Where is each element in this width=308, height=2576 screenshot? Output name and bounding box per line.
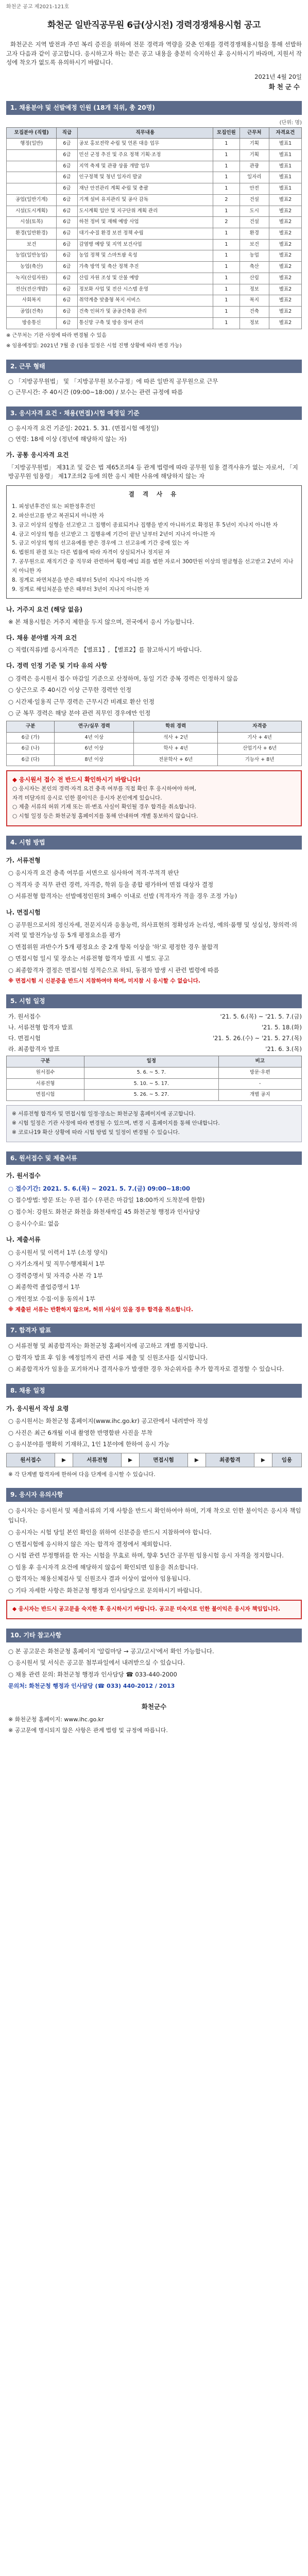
position-cell: 정보: [239, 284, 269, 295]
col-requirement: 자격요건: [269, 127, 301, 139]
position-cell: 인구정책 및 청년 일자리 발굴: [77, 172, 213, 183]
position-row: [7, 273, 302, 284]
position-cell: 별표1: [269, 172, 301, 183]
position-cell: 시설(토목): [7, 217, 57, 228]
career-item: ○ 군 복무 경력은 해당 분야 관련 직무인 경우에만 인정: [8, 709, 151, 717]
position-cell: 6급: [57, 161, 77, 172]
section-5-title: 5. 시험 일정: [6, 994, 302, 1008]
reference-item: ○ 채용 관련 문의: 화천군청 행정과 인사담당 ☎ 033-440-2000: [8, 1670, 177, 1678]
process-step: 면접시험: [139, 1453, 187, 1467]
position-cell: 방송통신: [7, 317, 57, 329]
caution-item: ○ 시험 관련 부정행위를 한 자는 시험을 무효로 하며, 향후 5년간 공무원 임용시험 응시 자격을 정지합니다.: [8, 1552, 284, 1560]
interview-note: ※ 면접시험 시 신분증을 반드시 지참하여야 하며, 미지참 시 응시할 수 없습니다.: [8, 978, 200, 985]
position-cell: 별표1: [269, 183, 301, 195]
field-requirements-text: ○ 직렬(직류)별 응시자격은 【별표1】, 【별표2】를 참고하시기 바랍니다.: [8, 646, 202, 654]
col-grade: 직급: [57, 127, 77, 139]
position-cell: 별표2: [269, 307, 301, 318]
section-4-title: 4. 시험 방법: [6, 836, 302, 850]
position-row: [7, 284, 302, 295]
arrow-icon: ▶: [122, 1453, 140, 1467]
disqualification-item: 2. 파산선고를 받고 복권되지 아니한 자: [12, 512, 104, 519]
position-cell: 환경: [239, 228, 269, 240]
schedule-grid-row: [7, 1078, 302, 1090]
process-step: 임용: [272, 1453, 301, 1467]
position-cell: 별표1: [269, 150, 301, 161]
position-cell: 6급: [57, 317, 77, 329]
process-step: 서류전형: [73, 1453, 121, 1467]
position-cell: 기획: [239, 150, 269, 161]
position-cell: 별표1: [269, 139, 301, 150]
document-item: ○ 최종학력 졸업증명서 1부: [8, 1283, 80, 1291]
disqualification-item: 9. 징계로 해임처분을 받은 때부터 3년이 지나지 아니한 자: [12, 586, 149, 592]
schedule-row: [8, 1045, 302, 1054]
arrow-icon: ▶: [55, 1453, 73, 1467]
position-cell: 1: [213, 150, 240, 161]
career-item: ○ 상근으로 주 40시간 이상 근무한 경력만 인정: [8, 686, 132, 694]
disqualification-item: 6. 법원의 판결 또는 다른 법률에 따라 자격이 상실되거나 정지된 자: [12, 549, 170, 556]
caution-item: ○ 면접시험에 응시하지 않은 자는 합격자 결정에서 제외합니다.: [8, 1540, 172, 1548]
schedule-note: ※ 시험 일정은 기관 사정에 따라 변경될 수 있으며, 변경 시 홈페이지를 통해 안내합니다.: [12, 1120, 220, 1127]
position-cell: 6급: [57, 139, 77, 150]
position-cell: 별표2: [269, 262, 301, 273]
eligibility-item: ○ 응시자격 요건 기준일: 2021. 5. 31. (면접시험 예정일): [8, 425, 159, 432]
schedule-label: 가. 원서접수: [8, 1013, 41, 1021]
schedule-cell: 개별 공지: [218, 1090, 301, 1101]
position-cell: 1: [213, 307, 240, 318]
position-cell: 공보 홍보전략 수립 및 언론 대응 업무: [77, 139, 213, 150]
position-cell: 1: [213, 139, 240, 150]
schedule-date: '21. 6. 3.(목): [265, 1045, 302, 1053]
screening-item: ○ 응시자격 요건 충족 여부를 서면으로 심사하여 적격·부적격 판단: [8, 869, 179, 877]
schedule-date: '21. 5. 6.(목) ~ '21. 5. 7.(금): [220, 1013, 302, 1021]
caution-highlight: [6, 1600, 302, 1619]
positions-note-1: ※ 근무처는 기관 사정에 따라 변경될 수 있음: [6, 332, 107, 338]
position-cell: 정보화 사업 및 전산 시스템 운영: [77, 284, 213, 295]
schedule-grid-row: [7, 1067, 302, 1079]
schedule-cell: 면접시험: [7, 1090, 84, 1101]
position-row: [7, 172, 302, 183]
schedule-cell: 서류전형: [7, 1078, 84, 1090]
career-cell: 기사 + 4년: [218, 732, 302, 743]
position-cell: 복지: [239, 295, 269, 307]
schedule-cell: 5. 26. ~ 5. 27.: [84, 1090, 218, 1101]
schedule-grid-body: [7, 1067, 302, 1101]
position-cell: 산림 자원 조성 및 산불 예방: [77, 273, 213, 284]
process-note: ※ 각 단계별 합격자에 한하여 다음 단계에 응시할 수 있습니다.: [8, 1471, 156, 1478]
schedule-cell: 5. 6. ~ 5. 7.: [84, 1067, 218, 1079]
disqualification-item: 8. 징계로 파면처분을 받은 때부터 5년이 지나지 아니한 자: [12, 577, 149, 583]
application-item: ○ 접수기간: 2021. 5. 6.(목) ~ 2021. 5. 7.(금) 09:00~18:00: [8, 1184, 191, 1192]
disqualification-title: 결 격 사 유: [128, 490, 180, 498]
career-cell: 6년 이상: [55, 743, 134, 755]
position-cell: 별표2: [269, 228, 301, 240]
career-cell: 6급 (나): [7, 743, 55, 755]
position-cell: 축산: [239, 262, 269, 273]
col-count: 모집인원: [213, 127, 240, 139]
documents-title: 나. 제출서류: [6, 1236, 41, 1244]
position-cell: 1: [213, 183, 240, 195]
positions-note-2: ※ 임용예정일: 2021년 7월 중 (임용 일정은 시험 진행 상황에 따라 변경 가능): [6, 343, 182, 349]
common-requirements-text: 「지방공무원법」 제31조 및 같은 법 제65조의4 등 관계 법령에 따라 공무원 임용 결격사유가 없는 자로서, 「지방공무원 임용령」 제17조의2 등에 의한 응시 제한 사유에 해당하지 않는 자: [8, 463, 298, 480]
warning-line: ○ 시험 일정 등은 화천군청 홈페이지를 통해 안내하며 개별 통보하지 않습니다.: [12, 813, 198, 820]
position-cell: 공업(건축): [7, 307, 57, 318]
position-cell: 1: [213, 161, 240, 172]
position-cell: [7, 161, 57, 172]
interview-item: ○ 최종합격자 결정은 면접시험 성적순으로 하되, 동점자 발생 시 관련 법령에 따름: [8, 966, 219, 974]
position-cell: 6급: [57, 172, 77, 183]
screening-item: ○ 서류전형 합격자는 선발예정인원의 3배수 이내로 선발 (적격자가 적을 경우 조정 가능): [8, 892, 237, 900]
schedule-col: 일정: [84, 1056, 218, 1067]
screening-item: ○ 적격자 중 직무 관련 경력, 자격증, 학위 등을 종합 평가하여 면접 대상자 결정: [8, 880, 214, 888]
position-cell: 별표2: [269, 295, 301, 307]
document-item: ○ 개인정보 수집·이용 동의서 1부: [8, 1295, 95, 1302]
position-cell: 산림: [239, 273, 269, 284]
position-cell: 보건: [7, 239, 57, 250]
application-item: ○ 응시수수료: 없음: [8, 1219, 59, 1227]
career-row: [7, 743, 302, 755]
section-10-title: 10. 기타 참고사항: [6, 1629, 302, 1642]
position-cell: 6급: [57, 194, 77, 206]
reference-item: ○ 응시원서 및 서식은 공고문 첨부파일에서 내려받으실 수 있습니다.: [8, 1659, 185, 1667]
position-cell: 감염병 예방 및 지역 보건사업: [77, 239, 213, 250]
position-cell: 하천 정비 및 재해 예방 사업: [77, 217, 213, 228]
closing-note: ※ 화천군청 홈페이지: www.ihc.go.kr: [8, 1716, 104, 1723]
position-row: [7, 317, 302, 329]
position-cell: 건설: [239, 194, 269, 206]
form-guide-item: ○ 사진은 최근 6개월 이내 촬영한 반명함판 사진을 부착: [8, 1429, 152, 1436]
document-item: ○ 응시원서 및 이력서 1부 (소정 양식): [8, 1248, 108, 1256]
schedule-label: 라. 최종합격자 발표: [8, 1045, 60, 1053]
position-cell: 안전: [239, 183, 269, 195]
position-cell: 정보: [239, 317, 269, 329]
position-row: [7, 307, 302, 318]
process-step: 원서접수: [7, 1453, 55, 1467]
caution-highlight-text: ◆ 응시자는 반드시 공고문을 숙지한 후 응시하시기 바랍니다. 공고문 미숙지로 인한 불이익은 응시자 책임입니다.: [12, 1606, 281, 1613]
disqualification-item: 3. 금고 이상의 실형을 선고받고 그 집행이 종료되거나 집행을 받지 아니하기로 확정된 후 5년이 지나지 아니한 자: [12, 521, 278, 528]
common-requirements-title: 가. 공통 응시자격 요건: [6, 451, 69, 459]
schedule-cell: 5. 10. ~ 5. 17.: [84, 1078, 218, 1090]
career-cell: 학사 + 4년: [134, 743, 218, 755]
section-3-title: 3. 응시자격 요건 · 채용(면접)시험 예정일 기준: [6, 406, 302, 420]
position-cell: 지역 축제 및 관광 상품 개발 업무: [77, 161, 213, 172]
arrow-icon: ▶: [254, 1453, 272, 1467]
position-cell: 6급: [57, 307, 77, 318]
position-cell: 공업(일반기계): [7, 194, 57, 206]
position-cell: 6급: [57, 250, 77, 262]
process-steps: [6, 1453, 302, 1467]
career-cell: 전문학사 + 6년: [134, 755, 218, 766]
position-cell: 행정(일반): [7, 139, 57, 150]
schedule-grid-row: [7, 1090, 302, 1101]
position-cell: 도시계획 입안 및 지구단위 계획 관리: [77, 206, 213, 217]
positions-body: [7, 139, 302, 329]
position-row: [7, 161, 302, 172]
position-cell: 농업(축산): [7, 262, 57, 273]
position-cell: 별표2: [269, 273, 301, 284]
position-cell: 환경(일반환경): [7, 228, 57, 240]
announcement-item: ○ 서류전형 및 최종합격자는 화천군청 홈페이지에 공고하고 개별 통지합니다.: [8, 1342, 208, 1350]
application-title: 가. 원서접수: [6, 1172, 41, 1180]
schedule-row: [8, 1023, 302, 1032]
career-criteria-title: 다. 경력 인정 기준 및 기타 유의 사항: [6, 662, 108, 670]
interview-item: ○ 공무원으로서의 정신자세, 전문지식과 응용능력, 의사표현의 정확성과 논리성, 예의·품행 및 성실성, 창의력·의지력 및 발전가능성 등 5개 평정요소를 평가: [8, 921, 297, 939]
disqualification-box: [6, 485, 302, 599]
position-cell: 6급: [57, 150, 77, 161]
position-row: [7, 150, 302, 161]
col-field: 모집분야 (직렬): [7, 127, 57, 139]
positions-table: [6, 127, 302, 329]
career-cell: 8년 이상: [55, 755, 134, 766]
position-cell: 별표2: [269, 284, 301, 295]
page-title: 화천군 일반직공무원 6급(상시전) 경력경쟁채용시험 공고: [47, 20, 261, 30]
career-cell: 6급 (가): [7, 732, 55, 743]
position-cell: 2: [213, 217, 240, 228]
work-item: ○ 근무시간: 주 40시간 (09:00~18:00) / 보수는 관련 규정에 따름: [8, 388, 183, 396]
career-row: [7, 755, 302, 766]
document-screening-title: 가. 서류전형: [6, 856, 41, 864]
career-item: ○ 경력은 응시원서 접수 마감일 기준으로 산정하며, 동일 기간 중복 경력은 인정하지 않음: [8, 674, 238, 682]
interview-item: ○ 면접위원 과반수가 5개 평정요소 중 2개 항목 이상을 '하'로 평정한 경우 불합격: [8, 943, 219, 951]
position-cell: 전산(전산개발): [7, 284, 57, 295]
eligibility-item: ○ 연령: 18세 이상 (정년에 해당하지 않는 자): [8, 435, 127, 443]
position-cell: 별표2: [269, 217, 301, 228]
position-cell: 농업 정책 및 스마트팜 육성: [77, 250, 213, 262]
position-cell: 건설: [239, 217, 269, 228]
schedule-note: ※ 코로나19 확산 상황에 따라 시험 방법 및 일정이 변경될 수 있습니다.: [12, 1129, 180, 1136]
schedule-cell: 원서접수: [7, 1067, 84, 1079]
section-7-title: 7. 합격자 발표: [6, 1324, 302, 1337]
position-cell: 일자리: [239, 172, 269, 183]
position-cell: [7, 183, 57, 195]
position-row: [7, 139, 302, 150]
interview-title: 나. 면접시험: [6, 908, 41, 916]
career-row: [7, 732, 302, 743]
application-item: ○ 접수방법: 방문 또는 우편 접수 (우편은 마감일 18:00까지 도착분에 한함): [8, 1196, 205, 1204]
contact-info: 문의처: 화천군청 행정과 인사담당 (☎ 033) 440-2012 / 2013: [8, 1683, 175, 1690]
disqualification-item: 1. 피성년후견인 또는 피한정후견인: [12, 503, 96, 510]
career-col: 자격증: [218, 721, 302, 733]
position-cell: 기계 설비 유지관리 및 공사 감독: [77, 194, 213, 206]
notice-date: 2021년 4월 20일: [254, 73, 302, 81]
position-cell: 사회복지: [7, 295, 57, 307]
disqualification-item: 7. 공무원으로 재직기간 중 직무와 관련하여 횡령·배임 죄를 범한 자로서 300만원 이상의 벌금형을 선고받고 2년이 지나지 아니한 자: [12, 558, 294, 574]
document-item: ○ 자기소개서 및 직무수행계획서 1부: [8, 1260, 105, 1268]
closing-note: ※ 공고문에 명시되지 않은 사항은 관계 법령 및 규정에 따릅니다.: [8, 1726, 168, 1734]
process-step-row: [7, 1453, 302, 1467]
position-cell: 6급: [57, 284, 77, 295]
work-item: ○ 「지방공무원법」 및 「지방공무원 보수규정」에 따른 일반직 공무원으로 근무: [8, 378, 218, 385]
schedule-cell: -: [218, 1078, 301, 1090]
position-cell: 민선 군정 추진 및 주요 정책 기획·조정: [77, 150, 213, 161]
schedule-grid: [6, 1056, 302, 1101]
position-row: [7, 250, 302, 262]
disqualification-item: 5. 금고 이상의 형의 선고유예를 받은 경우에 그 선고유예 기간 중에 있는 자: [12, 540, 190, 547]
career-cell: 6급 (다): [7, 755, 55, 766]
position-row: [7, 183, 302, 195]
col-duty: 직무내용: [77, 127, 213, 139]
career-cell: 석사 + 2년: [134, 732, 218, 743]
position-cell: 별표2: [269, 206, 301, 217]
position-cell: [7, 172, 57, 183]
position-cell: 1: [213, 295, 240, 307]
positions-header-row: [7, 127, 302, 139]
caution-item: ○ 기타 자세한 사항은 화천군청 행정과 인사담당으로 문의하시기 바랍니다.: [8, 1586, 202, 1594]
career-col: 연구/실무 경력: [55, 721, 134, 733]
position-cell: 건축: [239, 307, 269, 318]
position-cell: 6급: [57, 262, 77, 273]
career-cell: 기능사 + 8년: [218, 755, 302, 766]
warning-line: ○ 제출 서류의 허위 기재 또는 위·변조 사실이 확인될 경우 합격을 취소합니다.: [12, 804, 196, 810]
documents-note: ※ 제출된 서류는 반환하지 않으며, 허위 사실이 있을 경우 합격을 취소합니다.: [8, 1307, 194, 1313]
announcement-item: ○ 합격자 발표 후 임용 예정일까지 관련 서류 제출 및 신원조사를 실시합니다.: [8, 1353, 208, 1361]
section-2-title: 2. 근무 형태: [6, 360, 302, 374]
position-cell: 농업(일반농업): [7, 250, 57, 262]
section-6-title: 6. 원서접수 및 제출서류: [6, 1151, 302, 1165]
residence-text: ※ 본 채용시험은 거주지 제한을 두지 않으며, 전국에서 응시 가능합니다.: [8, 618, 194, 625]
position-cell: 6급: [57, 273, 77, 284]
career-col: 구분: [7, 721, 55, 733]
disqualification-item: 4. 금고 이상의 형을 선고받고 그 집행유예 기간이 끝난 날부터 2년이 지나지 아니한 자: [12, 531, 215, 537]
position-cell: 6급: [57, 183, 77, 195]
position-cell: 2: [213, 194, 240, 206]
section-9-title: 9. 응시자 유의사항: [6, 1488, 302, 1502]
position-cell: 1: [213, 206, 240, 217]
career-grid-header: [7, 721, 302, 733]
position-cell: 6급: [57, 217, 77, 228]
career-col: 학위 경력: [134, 721, 218, 733]
position-cell: 1: [213, 284, 240, 295]
document-item: ○ 경력증명서 및 자격증 사본 각 1부: [8, 1272, 103, 1279]
position-cell: 시설(도시계획): [7, 206, 57, 217]
career-grid-body: [7, 732, 302, 766]
position-row: [7, 239, 302, 250]
position-cell: 1: [213, 250, 240, 262]
position-cell: 6급: [57, 239, 77, 250]
position-cell: 보건: [239, 239, 269, 250]
position-row: [7, 217, 302, 228]
closing-issuer: 화천군수: [141, 1703, 167, 1711]
position-row: [7, 295, 302, 307]
schedule-row: [8, 1034, 302, 1043]
caution-item: ○ 임용 후 응시자격 요건에 해당하지 않음이 확인되면 임용을 취소합니다.: [8, 1563, 198, 1571]
position-row: [7, 194, 302, 206]
schedule-col: 비고: [218, 1056, 301, 1067]
position-cell: 별표2: [269, 317, 301, 329]
warning-line: 자격 미달자의 응시로 인한 불이익은 응시자 본인에게 있습니다.: [12, 794, 162, 801]
form-guide-item: ○ 응시원서는 화천군청 홈페이지(www.ihc.go.kr) 공고란에서 내려받아 작성: [8, 1417, 209, 1425]
position-cell: 가축 방역 및 축산 정책 추진: [77, 262, 213, 273]
position-cell: 6급: [57, 206, 77, 217]
section-1-title: 1. 채용분야 및 선발예정 인원 (18개 직위, 총 20명): [6, 101, 302, 115]
position-cell: 별표2: [269, 250, 301, 262]
position-cell: 취약계층 맞춤형 복지 서비스: [77, 295, 213, 307]
position-cell: 1: [213, 172, 240, 183]
residence-title: 나. 거주지 요건 (해당 없음): [6, 606, 83, 614]
schedule-notes: [6, 1105, 302, 1142]
position-cell: 농업: [239, 250, 269, 262]
position-cell: 6급: [57, 228, 77, 240]
intro-text: 화천군은 지역 발전과 주민 복리 증진을 위하여 전문 경력과 역량을 갖춘 인재를 경력경쟁채용시험을 통해 선발하고자 다음과 같이 공고합니다. 응시하고자 하는 분은 공고 내용을 충분히 숙지하신 후 응시하시기 바라며, 지원서 작성에 착오가 없도록 유의하시기 바랍니다.: [6, 40, 302, 66]
position-cell: 1: [213, 239, 240, 250]
caution-item: ○ 응시자는 응시원서 및 제출서류의 기재 사항을 반드시 확인하여야 하며, 기재 착오로 인한 불이익은 응시자 책임입니다.: [8, 1506, 301, 1524]
position-cell: 별표2: [269, 194, 301, 206]
announcement-item: ○ 최종합격자가 임용을 포기하거나 결격사유가 발생한 경우 차순위자를 추가 합격자로 결정할 수 있습니다.: [8, 1365, 284, 1373]
field-requirements-title: 다. 채용 분야별 자격 요건: [6, 634, 77, 641]
position-cell: 1: [213, 262, 240, 273]
position-cell: 건축 인허가 및 공공건축물 관리: [77, 307, 213, 318]
notice-number: 화천군 공고 제2021-121호: [6, 4, 70, 10]
warning-box: [6, 770, 302, 826]
warning-line: ◆ 응시원서 접수 전 반드시 확인하시기 바랍니다!: [12, 775, 141, 783]
career-grid: [6, 721, 302, 766]
unit-note: (단위: 명): [279, 120, 302, 126]
arrow-icon: ▶: [188, 1453, 206, 1467]
process-step: 최종합격: [206, 1453, 254, 1467]
position-cell: 관광: [239, 161, 269, 172]
position-cell: 1: [213, 228, 240, 240]
position-cell: 별표2: [269, 239, 301, 250]
schedule-label: 다. 면접시험: [8, 1034, 41, 1042]
position-cell: 별표1: [269, 161, 301, 172]
position-cell: 기획: [239, 139, 269, 150]
position-cell: 1: [213, 273, 240, 284]
reference-item: ○ 본 공고문은 화천군청 홈페이지 '알림마당 → 공고/고시'에서 확인 가능합니다.: [8, 1647, 214, 1655]
form-guide-title: 가. 응시원서 작성 요령: [6, 1404, 69, 1412]
interview-item: ○ 면접시험 일시 및 장소는 서류전형 합격자 발표 시 별도 공고: [8, 955, 170, 962]
position-cell: [7, 150, 57, 161]
warning-line: ○ 응시자는 본인의 경력·자격 요건 충족 여부를 직접 확인 후 응시하여야 하며,: [12, 785, 196, 792]
career-cell: 4년 이상: [55, 732, 134, 743]
schedule-date: '21. 5. 18.(화): [261, 1023, 302, 1031]
application-item: ○ 접수처: 강원도 화천군 화천읍 화천새싹길 45 화천군청 행정과 인사담당: [8, 1208, 200, 1216]
section-8-title: 8. 채용 일정: [6, 1384, 302, 1398]
schedule-row: [8, 1012, 302, 1022]
issuer: 화천군수: [268, 83, 302, 91]
schedule-col: 구분: [7, 1056, 84, 1067]
form-guide-item: ○ 응시분야를 명확히 기재하고, 1인 1분야에 한하여 응시 가능: [8, 1440, 170, 1448]
col-office: 근무처: [239, 127, 269, 139]
schedule-cell: 방문·우편: [218, 1067, 301, 1079]
position-cell: 6급: [57, 295, 77, 307]
schedule-grid-header: [7, 1056, 302, 1067]
caution-item: ○ 합격자는 채용신체검사 및 신원조사 결과 이상이 없어야 임용됩니다.: [8, 1575, 191, 1583]
position-cell: 도시: [239, 206, 269, 217]
position-row: [7, 262, 302, 273]
position-cell: 녹지(산림자원): [7, 273, 57, 284]
position-row: [7, 228, 302, 240]
position-cell: 재난 안전관리 계획 수립 및 총괄: [77, 183, 213, 195]
schedule-date: '21. 5. 26.(수) ~ '21. 5. 27.(목): [212, 1034, 302, 1042]
position-row: [7, 206, 302, 217]
schedule-note: ※ 서류전형 합격자 및 면접시험 일정·장소는 화천군청 홈페이지에 공고합니다.: [12, 1111, 196, 1117]
position-cell: 통신망 구축 및 방송 장비 관리: [77, 317, 213, 329]
caution-item: ○ 응시자는 시험 당일 본인 확인을 위하여 신분증을 반드시 지참하여야 합니다.: [8, 1528, 212, 1536]
career-item: ○ 시간제·일용직 근무 경력은 근무시간 비례로 환산 인정: [8, 698, 155, 705]
position-cell: 대기·수질 환경 보전 정책 수립: [77, 228, 213, 240]
schedule-label: 나. 서류전형 합격자 발표: [8, 1023, 73, 1031]
career-cell: 산업기사 + 6년: [218, 743, 302, 755]
position-cell: 1: [213, 317, 240, 329]
